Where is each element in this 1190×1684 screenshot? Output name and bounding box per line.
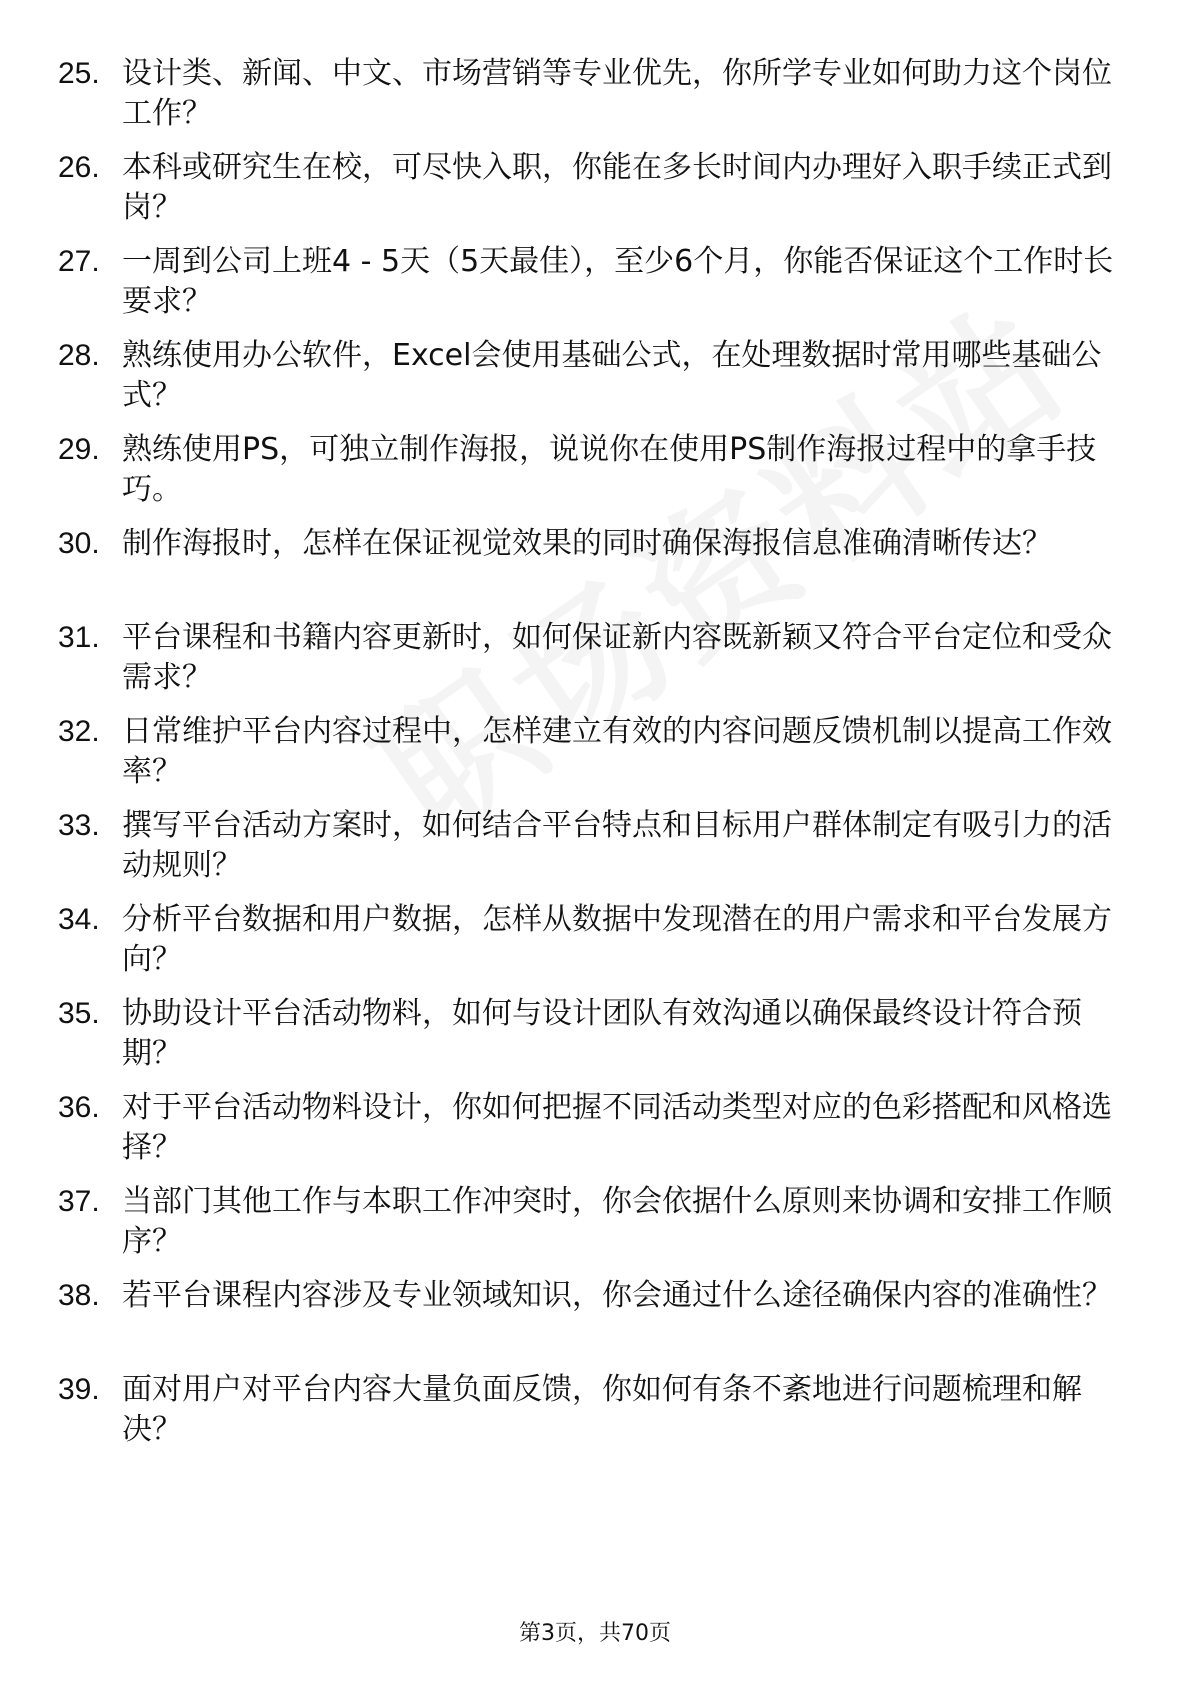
question-number: 32. [58,715,100,748]
question-text: 若平台课程内容涉及专业领域知识，你会通过什么途径确保内容的准确性？ [122,1278,1112,1313]
page-footer: 第3页，共70页 [519,1621,671,1646]
question-item [58,336,1138,416]
question-number: 30. [58,527,100,560]
question-item [58,1182,1138,1262]
question-list [58,54,1138,1464]
question-number: 28. [58,339,100,372]
question-item [58,54,1138,134]
question-item [58,618,1138,698]
question-number: 35. [58,997,100,1030]
question-item [58,1088,1138,1168]
question-text: 撰写平台活动方案时，如何结合平台特点和目标用户群体制定有吸引力的活动规则？ [122,808,1112,883]
question-text: 日常维护平台内容过程中，怎样建立有效的内容问题反馈机制以提高工作效率？ [122,714,1112,789]
question-number: 27. [58,245,100,278]
question-text: 本科或研究生在校，可尽快入职，你能在多长时间内办理好入职手续正式到岗？ [122,150,1112,225]
question-text: 平台课程和书籍内容更新时，如何保证新内容既新颖又符合平台定位和受众需求？ [122,620,1112,695]
question-text: 熟练使用办公软件，Excel会使用基础公式，在处理数据时常用哪些基础公式？ [122,338,1102,413]
question-item [58,900,1138,980]
question-text: 面对用户对平台内容大量负面反馈，你如何有条不紊地进行问题梳理和解决？ [122,1372,1082,1447]
question-number: 25. [58,57,100,90]
question-text: 制作海报时，怎样在保证视觉效果的同时确保海报信息准确清晰传达？ [122,526,1052,561]
question-number: 39. [58,1373,100,1406]
question-item [58,148,1138,228]
question-item [58,994,1138,1074]
question-text: 一周到公司上班4 - 5天（5天最佳），至少6个月，你能否保证这个工作时长要求？ [122,244,1114,319]
question-number: 38. [58,1279,100,1312]
question-item [58,712,1138,792]
question-item [58,806,1138,886]
question-number: 33. [58,809,100,842]
question-item [58,430,1138,510]
question-number: 26. [58,151,100,184]
question-item [58,524,1138,604]
question-text: 当部门其他工作与本职工作冲突时，你会依据什么原则来协调和安排工作顺序？ [122,1184,1112,1259]
question-text: 分析平台数据和用户数据，怎样从数据中发现潜在的用户需求和平台发展方向？ [122,902,1112,977]
question-number: 31. [58,621,100,654]
question-item [58,1276,1138,1356]
question-number: 29. [58,433,100,466]
question-text: 对于平台活动物料设计，你如何把握不同活动类型对应的色彩搭配和风格选择？ [122,1090,1112,1165]
question-number: 34. [58,903,100,936]
question-text: 熟练使用PS，可独立制作海报，说说你在使用PS制作海报过程中的拿手技巧。 [122,432,1097,507]
question-number: 36. [58,1091,100,1124]
question-number: 37. [58,1185,100,1218]
question-text: 协助设计平台活动物料，如何与设计团队有效沟通以确保最终设计符合预期？ [122,996,1082,1071]
question-text: 设计类、新闻、中文、市场营销等专业优先，你所学专业如何助力这个岗位工作？ [122,56,1112,131]
question-item [58,1370,1138,1450]
question-item [58,242,1138,322]
